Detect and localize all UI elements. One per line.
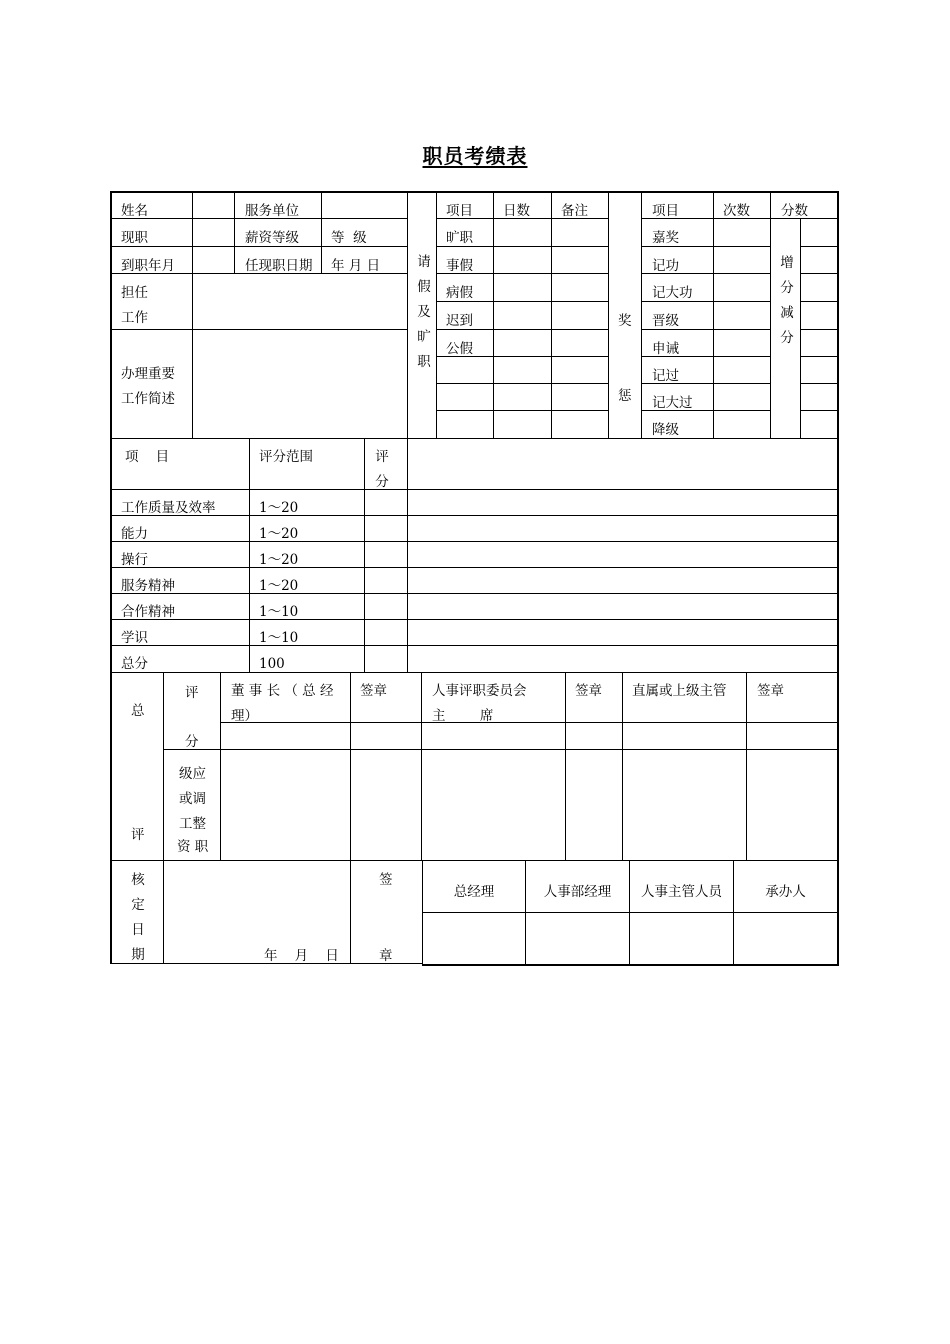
score-range: 1～20 (259, 500, 299, 516)
reward-item: 晋级 (652, 313, 679, 329)
role-general-manager: 总经理 (453, 884, 495, 900)
sign-label: 签章 (575, 683, 602, 699)
reward-header: 项目 (652, 203, 679, 219)
form-border (837, 191, 839, 966)
score-range: 1～20 (259, 578, 299, 594)
reward-item: 记过 (652, 368, 679, 384)
sign-label: 签章 (360, 683, 387, 699)
hire-date-label: 到职年月 (121, 258, 175, 274)
score-item: 合作精神 (121, 604, 175, 620)
review-score-label: 分 (185, 734, 199, 750)
duty-label: 担任 (121, 285, 148, 301)
role-handler: 承办人 (765, 884, 806, 900)
reward-item: 嘉奖 (652, 230, 679, 246)
reward-item: 申诫 (652, 341, 679, 357)
committee-label: 人事评职委员会 (432, 683, 527, 699)
score-item: 服务精神 (121, 578, 175, 594)
service-unit-label: 服务单位 (245, 203, 299, 219)
score-range: 100 (259, 656, 285, 672)
score-item: 学识 (121, 630, 148, 646)
review-score-label: 评 (185, 685, 199, 701)
reward-header: 分数 (781, 203, 808, 219)
duty-label: 工作 (121, 310, 148, 326)
chairman-label: 理） (231, 708, 258, 724)
name-label: 姓名 (121, 203, 148, 219)
page-title: 职员考绩表 (422, 144, 528, 168)
leave-header: 日数 (503, 203, 530, 219)
reward-header: 次数 (723, 203, 750, 219)
score-header-item: 项 目 (125, 449, 170, 465)
leave-header: 项目 (446, 203, 473, 219)
role-hr-manager: 人事部经理 (543, 884, 612, 900)
form-border (422, 964, 839, 966)
leave-item: 迟到 (446, 313, 473, 329)
score-header-range: 评分范围 (259, 449, 313, 465)
supervisor-label: 直属或上级主管 (632, 683, 727, 699)
position-label: 现职 (121, 230, 148, 246)
major-work-label: 办理重要 (121, 366, 175, 382)
date-ymd-label: 年 月 日 (331, 258, 381, 274)
leave-header: 备注 (561, 203, 588, 219)
leave-item: 事假 (446, 258, 473, 274)
approval-date-label: 核定日期 (131, 872, 145, 963)
score-header-score: 评分 (375, 449, 389, 490)
adjust-score-label: 增分减分 (780, 255, 794, 346)
score-item: 总分 (121, 656, 148, 672)
reward-item: 记大过 (652, 395, 693, 411)
appointment-date-label: 任现职日期 (245, 258, 313, 274)
reward-vertical-label: 奖 (618, 313, 632, 329)
sign-label: 章 (379, 948, 393, 964)
sign-label: 签章 (757, 683, 784, 699)
major-work-label: 工作简述 (121, 391, 175, 407)
role-hr-supervisor: 人事主管人员 (641, 884, 722, 900)
overall-review-label: 评 (131, 827, 145, 843)
chairman-label: 董 事 长 （ 总 经 (231, 683, 334, 699)
sign-label: 签 (379, 872, 393, 888)
leave-item: 公假 (446, 341, 473, 357)
leave-item: 旷职 (446, 230, 473, 246)
score-item: 能力 (121, 526, 148, 542)
reward-item: 记大功 (652, 285, 693, 301)
score-range: 1～20 (259, 526, 299, 542)
overall-review-label: 总 (131, 703, 145, 719)
score-range: 1～20 (259, 552, 299, 568)
form-border (110, 191, 839, 193)
leave-item: 病假 (446, 285, 473, 301)
penalty-vertical-label: 惩 (618, 388, 632, 404)
score-item: 操行 (121, 552, 148, 568)
reward-item: 记功 (652, 258, 679, 274)
score-item: 工作质量及效率 (121, 500, 216, 516)
approval-date-value: 年 月 日 (264, 948, 339, 964)
leave-vertical-label: 请假及旷职 (417, 254, 431, 370)
grade-label: 等 级 (331, 230, 367, 246)
reward-item: 降级 (652, 422, 679, 438)
salary-adjust-label: 工整 (179, 816, 206, 832)
score-range: 1～10 (259, 630, 299, 646)
salary-adjust-label: 或调 (179, 791, 206, 807)
salary-grade-label: 薪资等级 (245, 230, 299, 246)
score-range: 1～10 (259, 604, 299, 620)
form-border (110, 191, 112, 964)
salary-adjust-label: 资 职 (177, 839, 209, 855)
salary-adjust-label: 级应 (179, 766, 206, 782)
committee-chair-label: 主 席 (432, 708, 494, 724)
